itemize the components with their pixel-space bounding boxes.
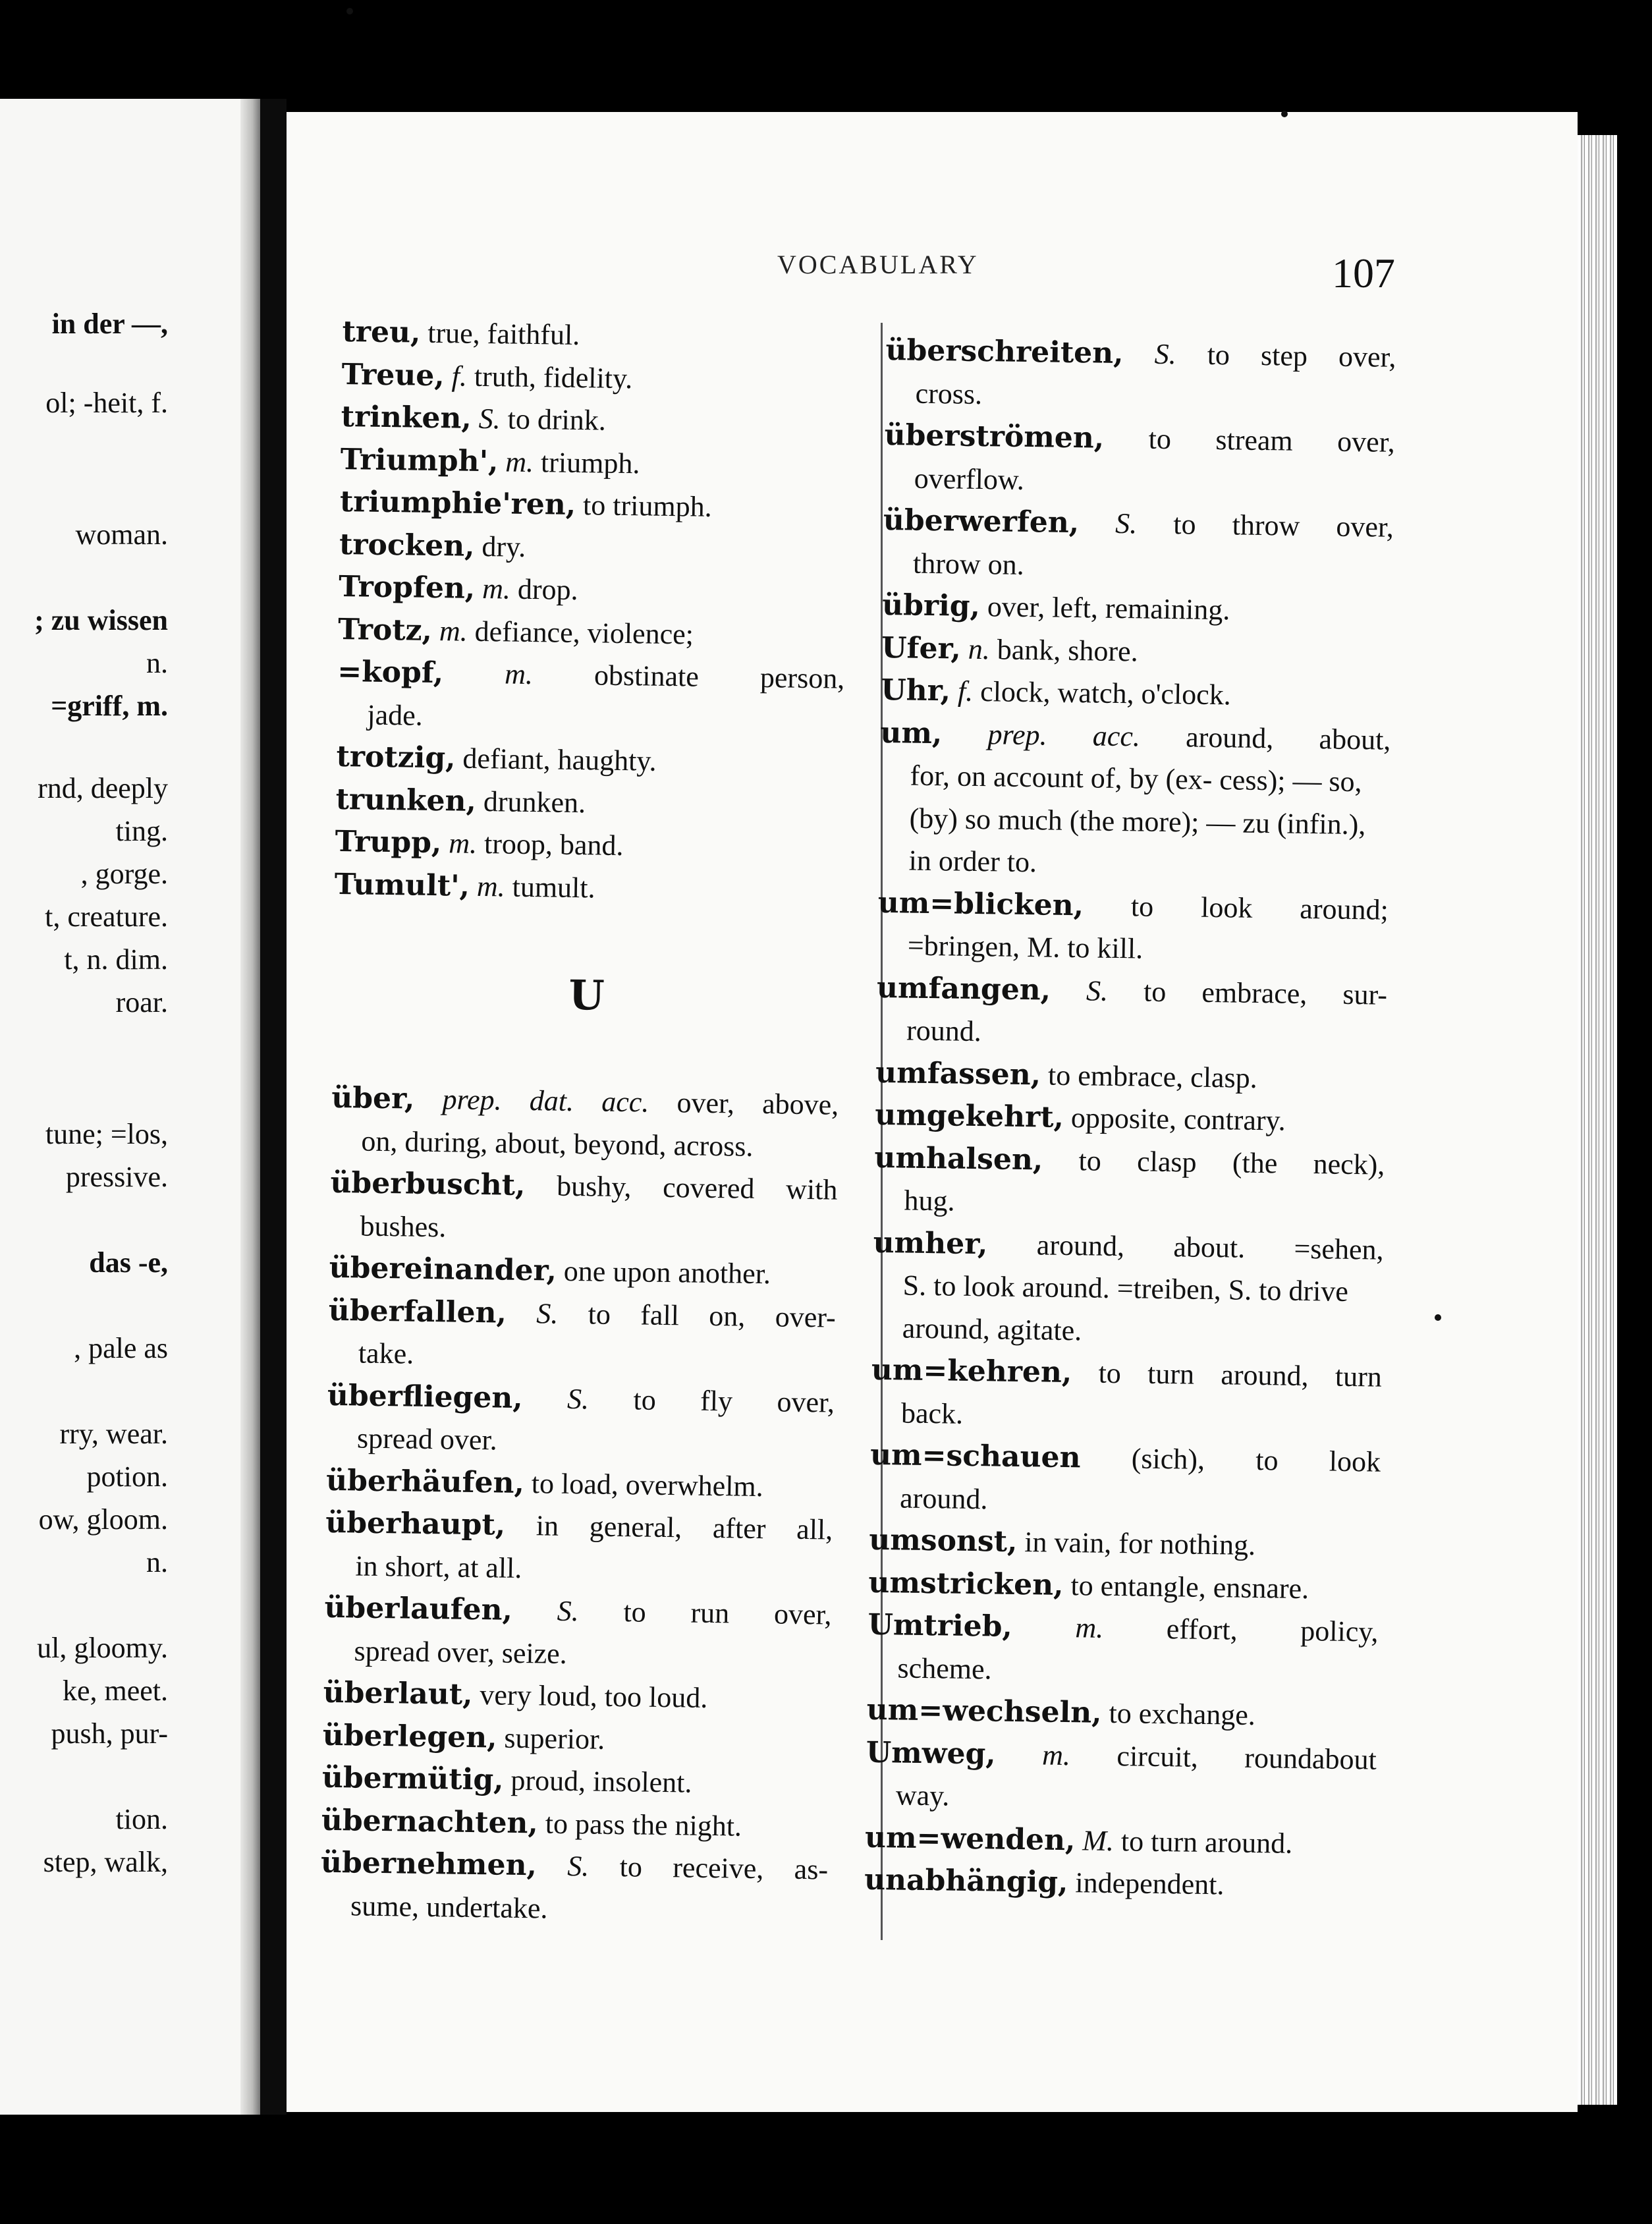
- vocab-entry: [864, 1859, 1375, 1908]
- grammar-label: prep. acc.: [941, 717, 1141, 752]
- entry-first-line: [324, 1587, 832, 1636]
- definition: proud, insolent.: [503, 1764, 692, 1799]
- entry-first-line: [325, 1502, 833, 1551]
- definition: to step over,: [1176, 338, 1396, 374]
- entry-first-line: [881, 669, 1392, 719]
- definition: truth, fidelity.: [466, 360, 633, 395]
- definition: to drink.: [500, 403, 607, 437]
- entry-first-line: [334, 863, 842, 912]
- vocabulary-column-right: [864, 329, 1396, 1908]
- headword: umsonst,: [868, 1522, 1018, 1559]
- vocab-entry: [871, 1221, 1384, 1356]
- vocab-entry: [885, 329, 1396, 422]
- headword: übernehmen,: [320, 1845, 537, 1883]
- definition-continuation: jade.: [367, 698, 424, 732]
- entry-first-line: [877, 966, 1388, 1016]
- definition: to entangle, ensnare.: [1063, 1569, 1309, 1605]
- vocab-entry: [329, 1247, 837, 1296]
- entry-first-line: [874, 1136, 1385, 1186]
- entry-first-line: [339, 523, 847, 572]
- headword: überbuscht,: [330, 1165, 526, 1202]
- fragment-line: potion.: [86, 1460, 168, 1493]
- running-head: VOCABULARY: [777, 250, 979, 279]
- headword: umfassen,: [875, 1055, 1041, 1092]
- fragment-line: in der —,: [51, 308, 168, 340]
- vocab-entry: [339, 566, 846, 615]
- fragment-line: t, creature.: [45, 901, 168, 933]
- vocab-entry: [334, 863, 842, 912]
- definition-continuation: S. to look around. =treiben, S. to drive around, agitate.: [902, 1269, 1349, 1347]
- entry-first-line: [335, 821, 842, 870]
- definition: to clasp (the neck),: [1042, 1143, 1385, 1181]
- entry-first-line: [339, 566, 846, 615]
- fragment-line: ; zu wissen: [34, 604, 168, 636]
- headword: trotzig,: [336, 739, 456, 775]
- entry-first-line: [877, 881, 1389, 931]
- definition: to embrace, sur-: [1107, 974, 1388, 1011]
- definition: circuit, roundabout: [1070, 1738, 1377, 1776]
- headword: überlegen,: [322, 1718, 497, 1754]
- entry-first-line: [338, 608, 846, 657]
- definition: (sich), to look: [1080, 1441, 1381, 1478]
- entry-first-line: [885, 329, 1396, 379]
- definition-continuation: round.: [906, 1014, 982, 1048]
- fragment-line: t, n. dim.: [64, 943, 168, 976]
- definition: to embrace, clasp.: [1040, 1058, 1258, 1094]
- headword: trunken,: [335, 782, 477, 818]
- vocab-entry: [326, 1459, 834, 1509]
- fragment-line: ow, gloom.: [38, 1503, 168, 1536]
- grammar-label: f.: [444, 359, 468, 393]
- gutter-shadow: [260, 99, 287, 2115]
- definition: defiant, haughty.: [455, 742, 657, 777]
- entry-first-line: [321, 1757, 829, 1806]
- definition: obstinate person,: [532, 658, 845, 695]
- grammar-label: m.: [441, 827, 478, 860]
- entry-first-line: [883, 499, 1394, 549]
- definition: triumph.: [533, 445, 640, 480]
- definition: to fly over,: [588, 1382, 835, 1419]
- entry-first-line: [326, 1459, 834, 1509]
- fragment-line: push, pur-: [51, 1717, 168, 1750]
- headword: über,: [331, 1080, 415, 1116]
- definition: to run over,: [578, 1595, 832, 1631]
- vocab-entry: [875, 1094, 1386, 1144]
- vocab-entry: [876, 966, 1388, 1059]
- headword: Trupp,: [335, 824, 442, 860]
- speck: [1281, 111, 1288, 117]
- page-number: 107: [1332, 250, 1395, 296]
- entry-first-line: [342, 311, 850, 360]
- entry-first-line: [329, 1247, 837, 1296]
- headword: um=blicken,: [877, 885, 1084, 922]
- definition: to turn around.: [1113, 1824, 1293, 1860]
- grammar-label: S.: [506, 1296, 559, 1330]
- vocab-entry: [865, 1816, 1376, 1866]
- entry-first-line: [864, 1859, 1375, 1908]
- definition: to receive, as-: [588, 1850, 829, 1886]
- definition: to throw over,: [1136, 507, 1394, 543]
- headword: überschreiten,: [885, 333, 1124, 371]
- definition-continuation: around.: [899, 1481, 988, 1515]
- fragment-line: rry, wear.: [59, 1418, 168, 1450]
- grammar-label: m.: [1012, 1610, 1104, 1644]
- fragment-line: n.: [146, 1546, 168, 1578]
- book-gutter: [240, 99, 260, 2115]
- entry-first-line: [875, 1051, 1387, 1101]
- fragment-line: ol; -heit, f.: [45, 387, 168, 419]
- headword: Umweg,: [866, 1735, 997, 1771]
- definition: tumult.: [505, 870, 595, 904]
- headword: unabhängig,: [864, 1862, 1068, 1900]
- definition-continuation: hug.: [904, 1184, 955, 1217]
- definition: to fall on, over-: [557, 1297, 837, 1334]
- headword: Uhr,: [880, 673, 951, 708]
- fragment-line: ting.: [115, 815, 168, 847]
- grammar-label: m.: [431, 614, 468, 648]
- section-letter: U: [568, 970, 605, 1020]
- fragment-line: step, walk,: [43, 1846, 168, 1878]
- headword: umfangen,: [876, 970, 1051, 1007]
- vocab-entry: [335, 821, 842, 870]
- entry-first-line: [868, 1561, 1379, 1611]
- grammar-label: m.: [995, 1738, 1071, 1771]
- headword: umhalsen,: [874, 1140, 1043, 1177]
- headword: übereinander,: [329, 1250, 557, 1288]
- vocab-entry: [866, 1689, 1377, 1738]
- vocab-entry: [339, 523, 847, 572]
- entry-first-line: [875, 1094, 1386, 1144]
- vocab-entry: [331, 1077, 839, 1169]
- fragment-line: =griff, m.: [51, 690, 168, 722]
- definition-continuation: on, during, about, beyond, across.: [361, 1125, 754, 1163]
- definition-continuation: in short, at all.: [355, 1549, 522, 1584]
- vocab-entry: [869, 1519, 1380, 1569]
- headword: um=kehren,: [871, 1352, 1072, 1390]
- headword: Ufer,: [881, 630, 962, 666]
- vocab-entry: [329, 1162, 838, 1254]
- grammar-label: n.: [960, 632, 991, 665]
- definition: effort, policy,: [1103, 1611, 1379, 1648]
- headword: übernachten,: [321, 1803, 539, 1840]
- headword: =kopf,: [337, 654, 444, 690]
- vocab-entry: [341, 353, 849, 403]
- entry-first-line: [335, 778, 843, 827]
- headword: überhaupt,: [325, 1505, 506, 1542]
- headword: um=schauen: [869, 1437, 1081, 1475]
- headword: Treue,: [341, 357, 445, 393]
- grammar-label: f.: [950, 675, 974, 708]
- headword: überfallen,: [328, 1293, 507, 1330]
- entry-first-line: [865, 1816, 1376, 1866]
- definition: around, about. =sehen,: [987, 1227, 1384, 1266]
- vocab-entry: [873, 1136, 1385, 1229]
- vocab-entry: [865, 1731, 1377, 1823]
- definition: to stream over,: [1103, 422, 1396, 459]
- definition: bank, shore.: [989, 632, 1138, 667]
- fragment-line: tion.: [115, 1803, 168, 1835]
- entry-first-line: [339, 481, 847, 530]
- definition: defiance, violence;: [467, 615, 694, 650]
- vocab-entry: [321, 1757, 829, 1806]
- vocab-entry: [881, 669, 1392, 719]
- vocab-entry: [878, 711, 1391, 889]
- entry-first-line: [880, 711, 1391, 761]
- headword: Triumph',: [340, 442, 499, 478]
- grammar-label: S.: [1050, 974, 1109, 1007]
- headword: triumphie'ren,: [339, 484, 576, 522]
- entry-first-line: [884, 414, 1395, 464]
- definition: drunken.: [476, 785, 586, 819]
- vocab-entry: [877, 881, 1389, 974]
- entry-first-line: [321, 1842, 829, 1891]
- entry-first-line: [867, 1604, 1379, 1654]
- headword: umstricken,: [868, 1565, 1064, 1602]
- headword: treu,: [342, 314, 421, 350]
- fragment-line: tune; =los,: [45, 1118, 168, 1150]
- fragment-line: , pale as: [74, 1332, 168, 1364]
- definition-continuation: cross.: [915, 377, 983, 410]
- entry-first-line: [336, 736, 844, 785]
- vocabulary-column-left: [320, 311, 850, 1934]
- vocab-entry: [871, 1349, 1383, 1441]
- headword: um=wenden,: [864, 1820, 1076, 1857]
- definition: to pass the night.: [537, 1806, 742, 1843]
- definition: dry.: [474, 530, 526, 563]
- definition-continuation: for, on account of, by (ex- cess); — so, (by) so much (the more); — zu (infin.), in order to.: [908, 759, 1366, 879]
- definition: to exchange.: [1101, 1696, 1256, 1732]
- headword: überlaufen,: [324, 1590, 513, 1627]
- vocab-entry: [882, 584, 1393, 634]
- vocab-entry: [325, 1502, 833, 1594]
- definition-continuation: spread over.: [356, 1422, 498, 1457]
- entry-first-line: [873, 1221, 1384, 1271]
- definition: bushy, covered with: [525, 1169, 838, 1206]
- definition-continuation: overflow.: [914, 462, 1025, 496]
- grammar-label: S.: [1078, 507, 1138, 540]
- grammar-label: S.: [522, 1381, 590, 1415]
- headword: Umtrieb,: [867, 1607, 1013, 1644]
- entry-first-line: [341, 353, 849, 403]
- definition: drop.: [510, 572, 578, 607]
- vocab-entry: [323, 1672, 831, 1721]
- definition-continuation: scheme.: [897, 1651, 992, 1685]
- headword: Tumult',: [334, 867, 470, 903]
- vocab-entry: [868, 1561, 1379, 1611]
- definition-continuation: throw on.: [912, 547, 1025, 581]
- grammar-label: m.: [474, 572, 511, 605]
- fragment-line: rnd, deeply: [38, 772, 168, 804]
- fragment-line: das -e,: [89, 1246, 168, 1279]
- vocab-entry: [341, 396, 848, 445]
- vocab-entry: [339, 481, 847, 530]
- headword: überströmen,: [884, 418, 1105, 455]
- definition-continuation: sume, undertake.: [350, 1889, 548, 1925]
- headword: trocken,: [339, 527, 475, 563]
- vocab-entry: [322, 1714, 830, 1764]
- headword: Trotz,: [337, 612, 433, 648]
- vocab-entry: [338, 608, 846, 657]
- grammar-label: S.: [512, 1594, 580, 1628]
- vocab-entry: [335, 778, 843, 827]
- vocab-entry: [327, 1289, 836, 1381]
- definition: over, above,: [648, 1086, 839, 1121]
- entry-first-line: [882, 584, 1393, 634]
- headword: überfliegen,: [327, 1378, 524, 1415]
- vocab-entry: [881, 626, 1392, 676]
- vocab-entry: [320, 1842, 829, 1934]
- definition: to load, overwhelm.: [524, 1466, 764, 1503]
- vocab-entry: [327, 1374, 835, 1466]
- headword: übermütig,: [321, 1760, 504, 1797]
- entry-first-line: [871, 1349, 1382, 1399]
- previous-page-fragment: [0, 99, 240, 2115]
- definition: troop, band.: [476, 827, 624, 862]
- definition-continuation: =bringen, M. to kill.: [907, 929, 1143, 965]
- definition: over, left, remaining.: [979, 590, 1230, 626]
- grammar-label: m.: [443, 657, 534, 691]
- definition: in general, after all,: [505, 1509, 833, 1546]
- definition: to triumph.: [575, 488, 712, 523]
- fragment-line: n.: [146, 647, 168, 679]
- entry-first-line: [866, 1731, 1377, 1781]
- entry-first-line: [327, 1374, 835, 1424]
- grammar-label: S.: [471, 402, 501, 435]
- definition: to turn around, turn: [1071, 1356, 1383, 1393]
- fragment-line: woman.: [75, 518, 168, 551]
- definition-continuation: take.: [358, 1337, 414, 1370]
- vocab-entry: [875, 1051, 1387, 1101]
- vocab-entry: [867, 1604, 1379, 1696]
- vocab-entry: [869, 1434, 1381, 1526]
- vocab-entry: [340, 438, 848, 487]
- definition: in vain, for nothing.: [1017, 1525, 1256, 1562]
- definition: opposite, contrary.: [1063, 1101, 1286, 1137]
- vocab-entry: [321, 1799, 829, 1849]
- headword: überhäufen,: [325, 1463, 525, 1500]
- headword: überwerfen,: [883, 503, 1080, 540]
- entry-first-line: [330, 1162, 838, 1211]
- headword: umgekehrt,: [874, 1098, 1064, 1134]
- definition: around, about,: [1140, 719, 1391, 756]
- vocab-entry: [336, 736, 844, 785]
- entry-first-line: [340, 438, 848, 487]
- entry-first-line: [341, 396, 848, 445]
- definition-continuation: spread over, seize.: [354, 1634, 568, 1670]
- vocab-entry: [883, 499, 1394, 592]
- definition: to look around;: [1083, 889, 1389, 926]
- headword: um=wechseln,: [866, 1692, 1102, 1730]
- definition-continuation: bushes.: [360, 1209, 447, 1243]
- entry-first-line: [870, 1434, 1381, 1484]
- definition: one upon another.: [556, 1254, 771, 1291]
- vocab-entry: [323, 1587, 832, 1679]
- fragment-line: ul, gloomy.: [37, 1632, 168, 1664]
- headword: umher,: [873, 1225, 988, 1261]
- entry-first-line: [322, 1714, 830, 1764]
- vocab-entry: [342, 311, 850, 360]
- vocab-entry: [883, 414, 1395, 507]
- headword: übrig,: [881, 588, 981, 624]
- grammar-label: m.: [498, 445, 534, 478]
- entry-first-line: [881, 626, 1392, 676]
- vocab-entry: [337, 651, 845, 743]
- headword: trinken,: [341, 399, 472, 435]
- fragment-line: pressive.: [65, 1161, 168, 1193]
- entry-first-line: [321, 1799, 829, 1849]
- definition: superior.: [497, 1721, 605, 1756]
- grammar-label: M.: [1075, 1823, 1115, 1857]
- definition: very loud, too loud.: [472, 1678, 708, 1714]
- entry-first-line: [866, 1689, 1377, 1738]
- headword: Tropfen,: [338, 569, 476, 605]
- fragment-line: ke, meet.: [62, 1675, 168, 1707]
- fragment-line: roar.: [115, 986, 168, 1018]
- entry-first-line: [328, 1289, 836, 1339]
- fragment-line: , gorge.: [80, 858, 168, 890]
- grammar-label: S.: [536, 1849, 590, 1883]
- headword: überlaut,: [323, 1675, 473, 1711]
- speck: [346, 8, 353, 14]
- entry-first-line: [869, 1519, 1380, 1569]
- grammar-label: S.: [1123, 337, 1176, 371]
- definition: independent.: [1068, 1866, 1225, 1901]
- grammar-label: prep. dat. acc.: [414, 1082, 649, 1119]
- entry-first-line: [323, 1672, 831, 1721]
- entry-first-line: [337, 651, 845, 700]
- definition: clock, watch, o'clock.: [972, 675, 1232, 711]
- speck: [1435, 1314, 1441, 1321]
- headword: um,: [880, 715, 943, 750]
- entry-first-line: [331, 1077, 839, 1126]
- page-edges: [1578, 135, 1617, 2105]
- definition-continuation: way.: [895, 1779, 950, 1812]
- definition: true, faithful.: [420, 316, 580, 352]
- definition-continuation: back.: [900, 1396, 964, 1430]
- grammar-label: m.: [469, 870, 506, 903]
